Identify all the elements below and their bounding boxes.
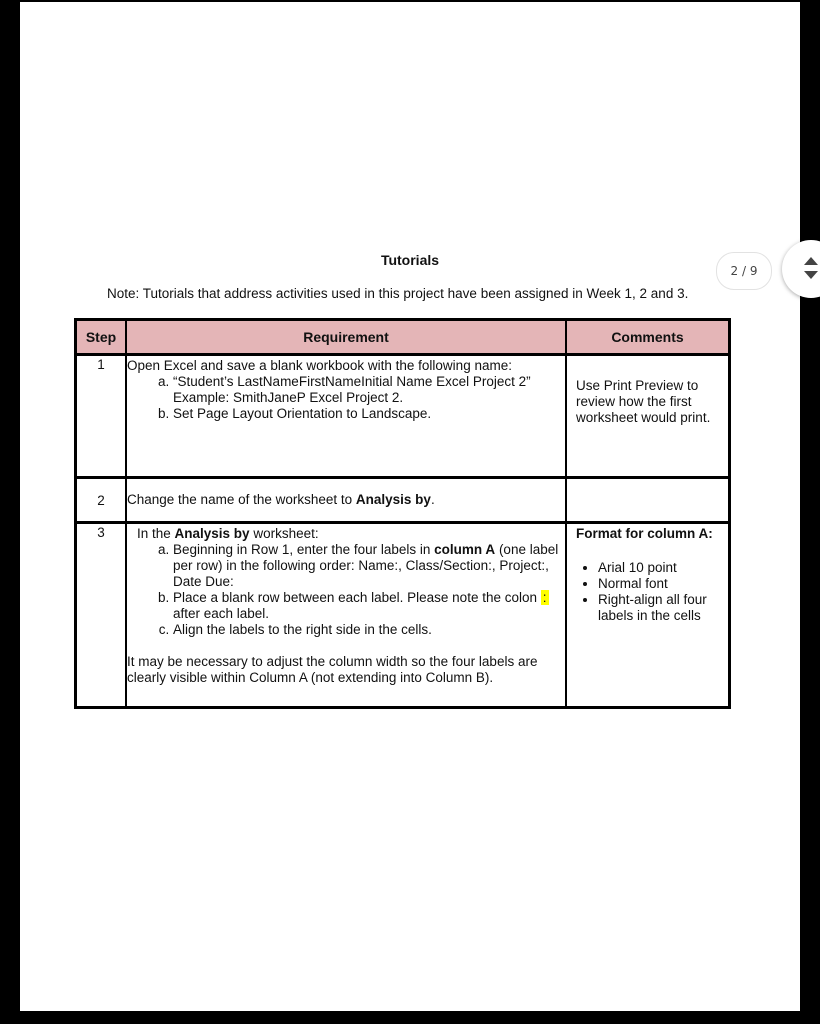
substep-a-text: Beginning in Row 1, enter the four labels in (173, 542, 435, 557)
requirement-intro: Open Excel and save a blank workbook with the following name: (127, 358, 512, 373)
format-list (576, 560, 722, 624)
substep-a-line2: Example: SmithJaneP Excel Project 2. (173, 390, 404, 405)
requirement-substeps (127, 374, 561, 422)
substep-b (173, 590, 561, 622)
step-number: 1 (76, 355, 126, 477)
comment-cell (566, 477, 729, 522)
chevron-down-icon[interactable] (804, 271, 818, 279)
document-page (20, 2, 800, 1011)
comment-cell (566, 522, 729, 707)
worksheet-name: Analysis by (174, 526, 250, 541)
requirement-intro (127, 526, 561, 542)
requirement-substeps (127, 542, 561, 638)
header-comments: Comments (566, 320, 729, 355)
comment-cell: Use Print Preview to review how the first worksheet would print. (566, 355, 729, 477)
requirement-text: Change the name of the worksheet to (127, 492, 356, 507)
requirement-text-end: . (430, 492, 435, 507)
substep-a (173, 542, 561, 590)
substep-b-text-end: after each label. (173, 606, 270, 621)
header-requirement: Requirement (126, 320, 566, 355)
table-row (76, 355, 729, 477)
tutorials-note: Note: Tutorials that address activities used in this project have been assigned in Week 1, 2 and 3. (107, 286, 689, 301)
table-row (76, 522, 729, 707)
page-up-down-icon (802, 255, 820, 281)
list-item: • Right-align all four labels in the cells (598, 592, 722, 624)
substep-c: c. Align the labels to the right side in the cells. (173, 622, 561, 638)
table-header-row (76, 320, 729, 355)
requirement-cell (126, 477, 566, 522)
requirements-table (74, 318, 731, 709)
requirement-footer: It may be necessary to adjust the column width so the four labels are clearly visible within Column A (not extending into Column B). (127, 654, 538, 685)
table-row (76, 477, 729, 522)
column-a-label: column A (434, 542, 496, 557)
substep-a (173, 374, 561, 406)
highlighted-colon: : (542, 590, 547, 605)
intro-text-end: worksheet: (249, 526, 319, 541)
list-item: • Normal font (598, 576, 722, 592)
substep-a-text-end: (one label per row) in the following order: Name:, Class/Section:, Project:, Date Due: (173, 542, 559, 589)
step-number: 2 (76, 477, 126, 522)
substep-a-line1: “Student’s LastNameFirstNameInitial Name Excel Project 2” (173, 374, 531, 389)
page-title: Tutorials (380, 252, 440, 268)
page-indicator: 2 / 9 (716, 252, 772, 290)
requirement-cell (126, 355, 566, 477)
comment-heading: Format for column A: (576, 526, 713, 541)
chevron-up-icon[interactable] (804, 257, 818, 265)
requirement-cell (126, 522, 566, 707)
intro-text: In the (137, 526, 175, 541)
substep-b: b. Set Page Layout Orientation to Landscape. (173, 406, 561, 422)
step-number: 3 (76, 522, 126, 707)
header-step: Step (76, 320, 126, 355)
list-item: • Arial 10 point (598, 560, 722, 576)
worksheet-name: Analysis by (355, 492, 431, 507)
substep-b-text: Place a blank row between each label. Please note the colon (173, 590, 541, 605)
